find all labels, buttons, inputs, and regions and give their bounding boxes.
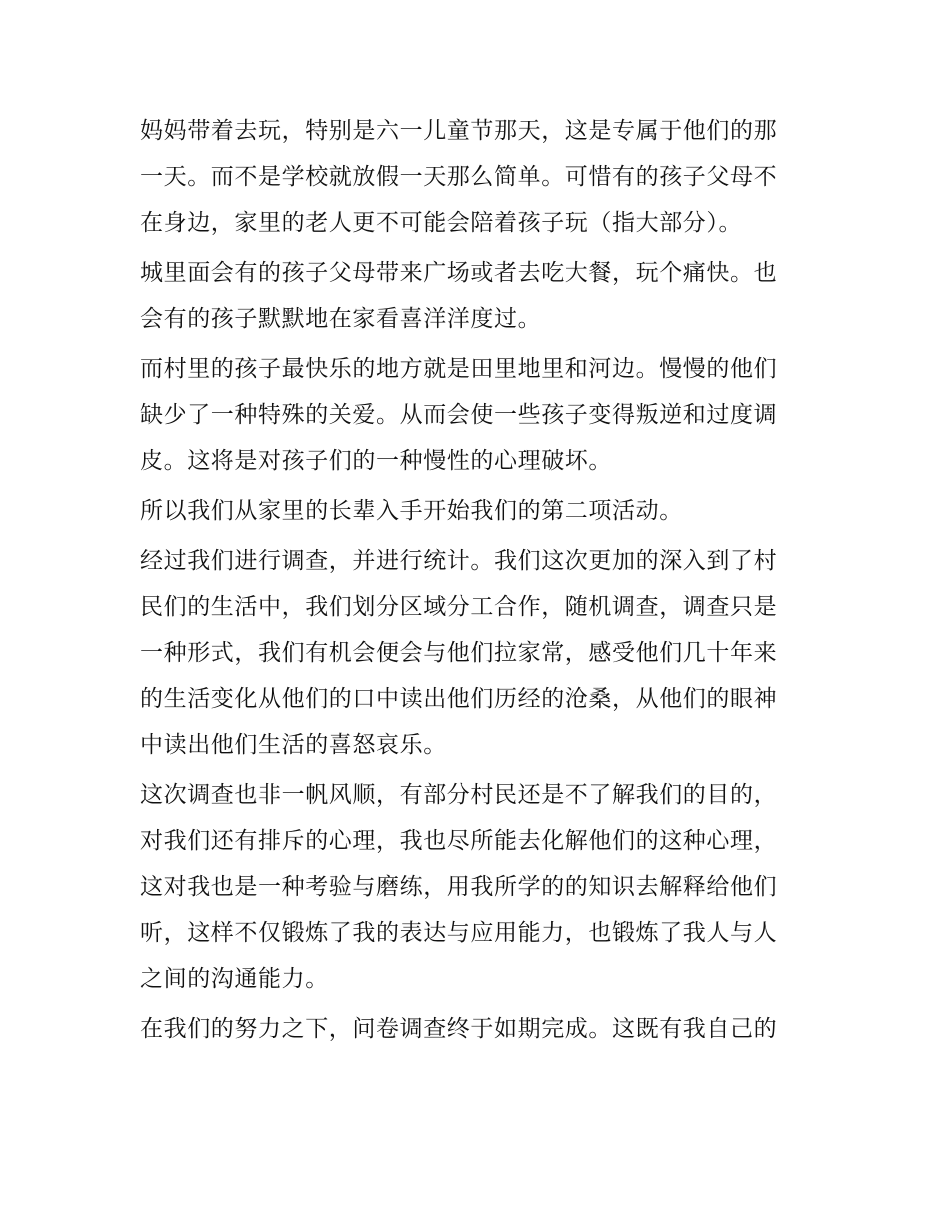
text-line: 城里面会有的孩子父母带来广场或者去吃大餐，玩个痛快。也: [140, 260, 778, 286]
paragraph: [140, 1006, 820, 1052]
text-line: 缺少了一种特殊的关爱。从而会使一些孩子变得叛逆和过度调: [140, 402, 778, 428]
text-line: 一天。而不是学校就放假一天那么简单。可惜有的孩子父母不: [140, 164, 778, 190]
text-line: 在身边，家里的老人更不可能会陪着孩子玩（指大部分）。: [140, 210, 743, 236]
text-line: 之间的沟通能力。: [140, 966, 329, 992]
paragraph: [140, 346, 820, 484]
paragraph: [140, 108, 820, 246]
text-line: 而村里的孩子最快乐的地方就是田里地里和河边。慢慢的他们: [140, 356, 778, 382]
paragraph: [140, 250, 820, 342]
text-line: 的生活变化从他们的口中读出他们历经的沧桑，从他们的眼神: [140, 686, 778, 712]
text-line: 妈妈带着去玩，特别是六一儿童节那天，这是专属于他们的那: [140, 118, 778, 144]
text-line: 皮。这将是对孩子们的一种慢性的心理破坏。: [140, 448, 612, 474]
text-line: 经过我们进行调查，并进行统计。我们这次更加的深入到了村: [140, 548, 778, 574]
text-line: 中读出他们生活的喜怒哀乐。: [140, 732, 447, 758]
paragraph: [140, 538, 820, 768]
text-line: 对我们还有排斥的心理，我也尽所能去化解他们的这种心理，: [140, 828, 778, 854]
paragraph: [140, 772, 820, 1002]
text-line: 在我们的努力之下，问卷调查终于如期完成。这既有我自己的: [140, 1016, 778, 1042]
paragraph: [140, 488, 820, 534]
text-line: 会有的孩子默默地在家看喜洋洋度过。: [140, 306, 542, 332]
text-line: 所以我们从家里的长辈入手开始我们的第二项活动。: [140, 498, 683, 524]
text-line: 一种形式，我们有机会便会与他们拉家常，感受他们几十年来: [140, 640, 778, 666]
text-line: 民们的生活中，我们划分区域分工合作，随机调查，调查只是: [140, 594, 778, 620]
text-line: 听，这样不仅锻炼了我的表达与应用能力，也锻炼了我人与人: [140, 920, 778, 946]
text-line: 这对我也是一种考验与磨练，用我所学的的知识去解释给他们: [140, 874, 778, 900]
document-body: [140, 108, 820, 1052]
text-line: 这次调查也非一帆风顺，有部分村民还是不了解我们的目的，: [140, 782, 778, 808]
